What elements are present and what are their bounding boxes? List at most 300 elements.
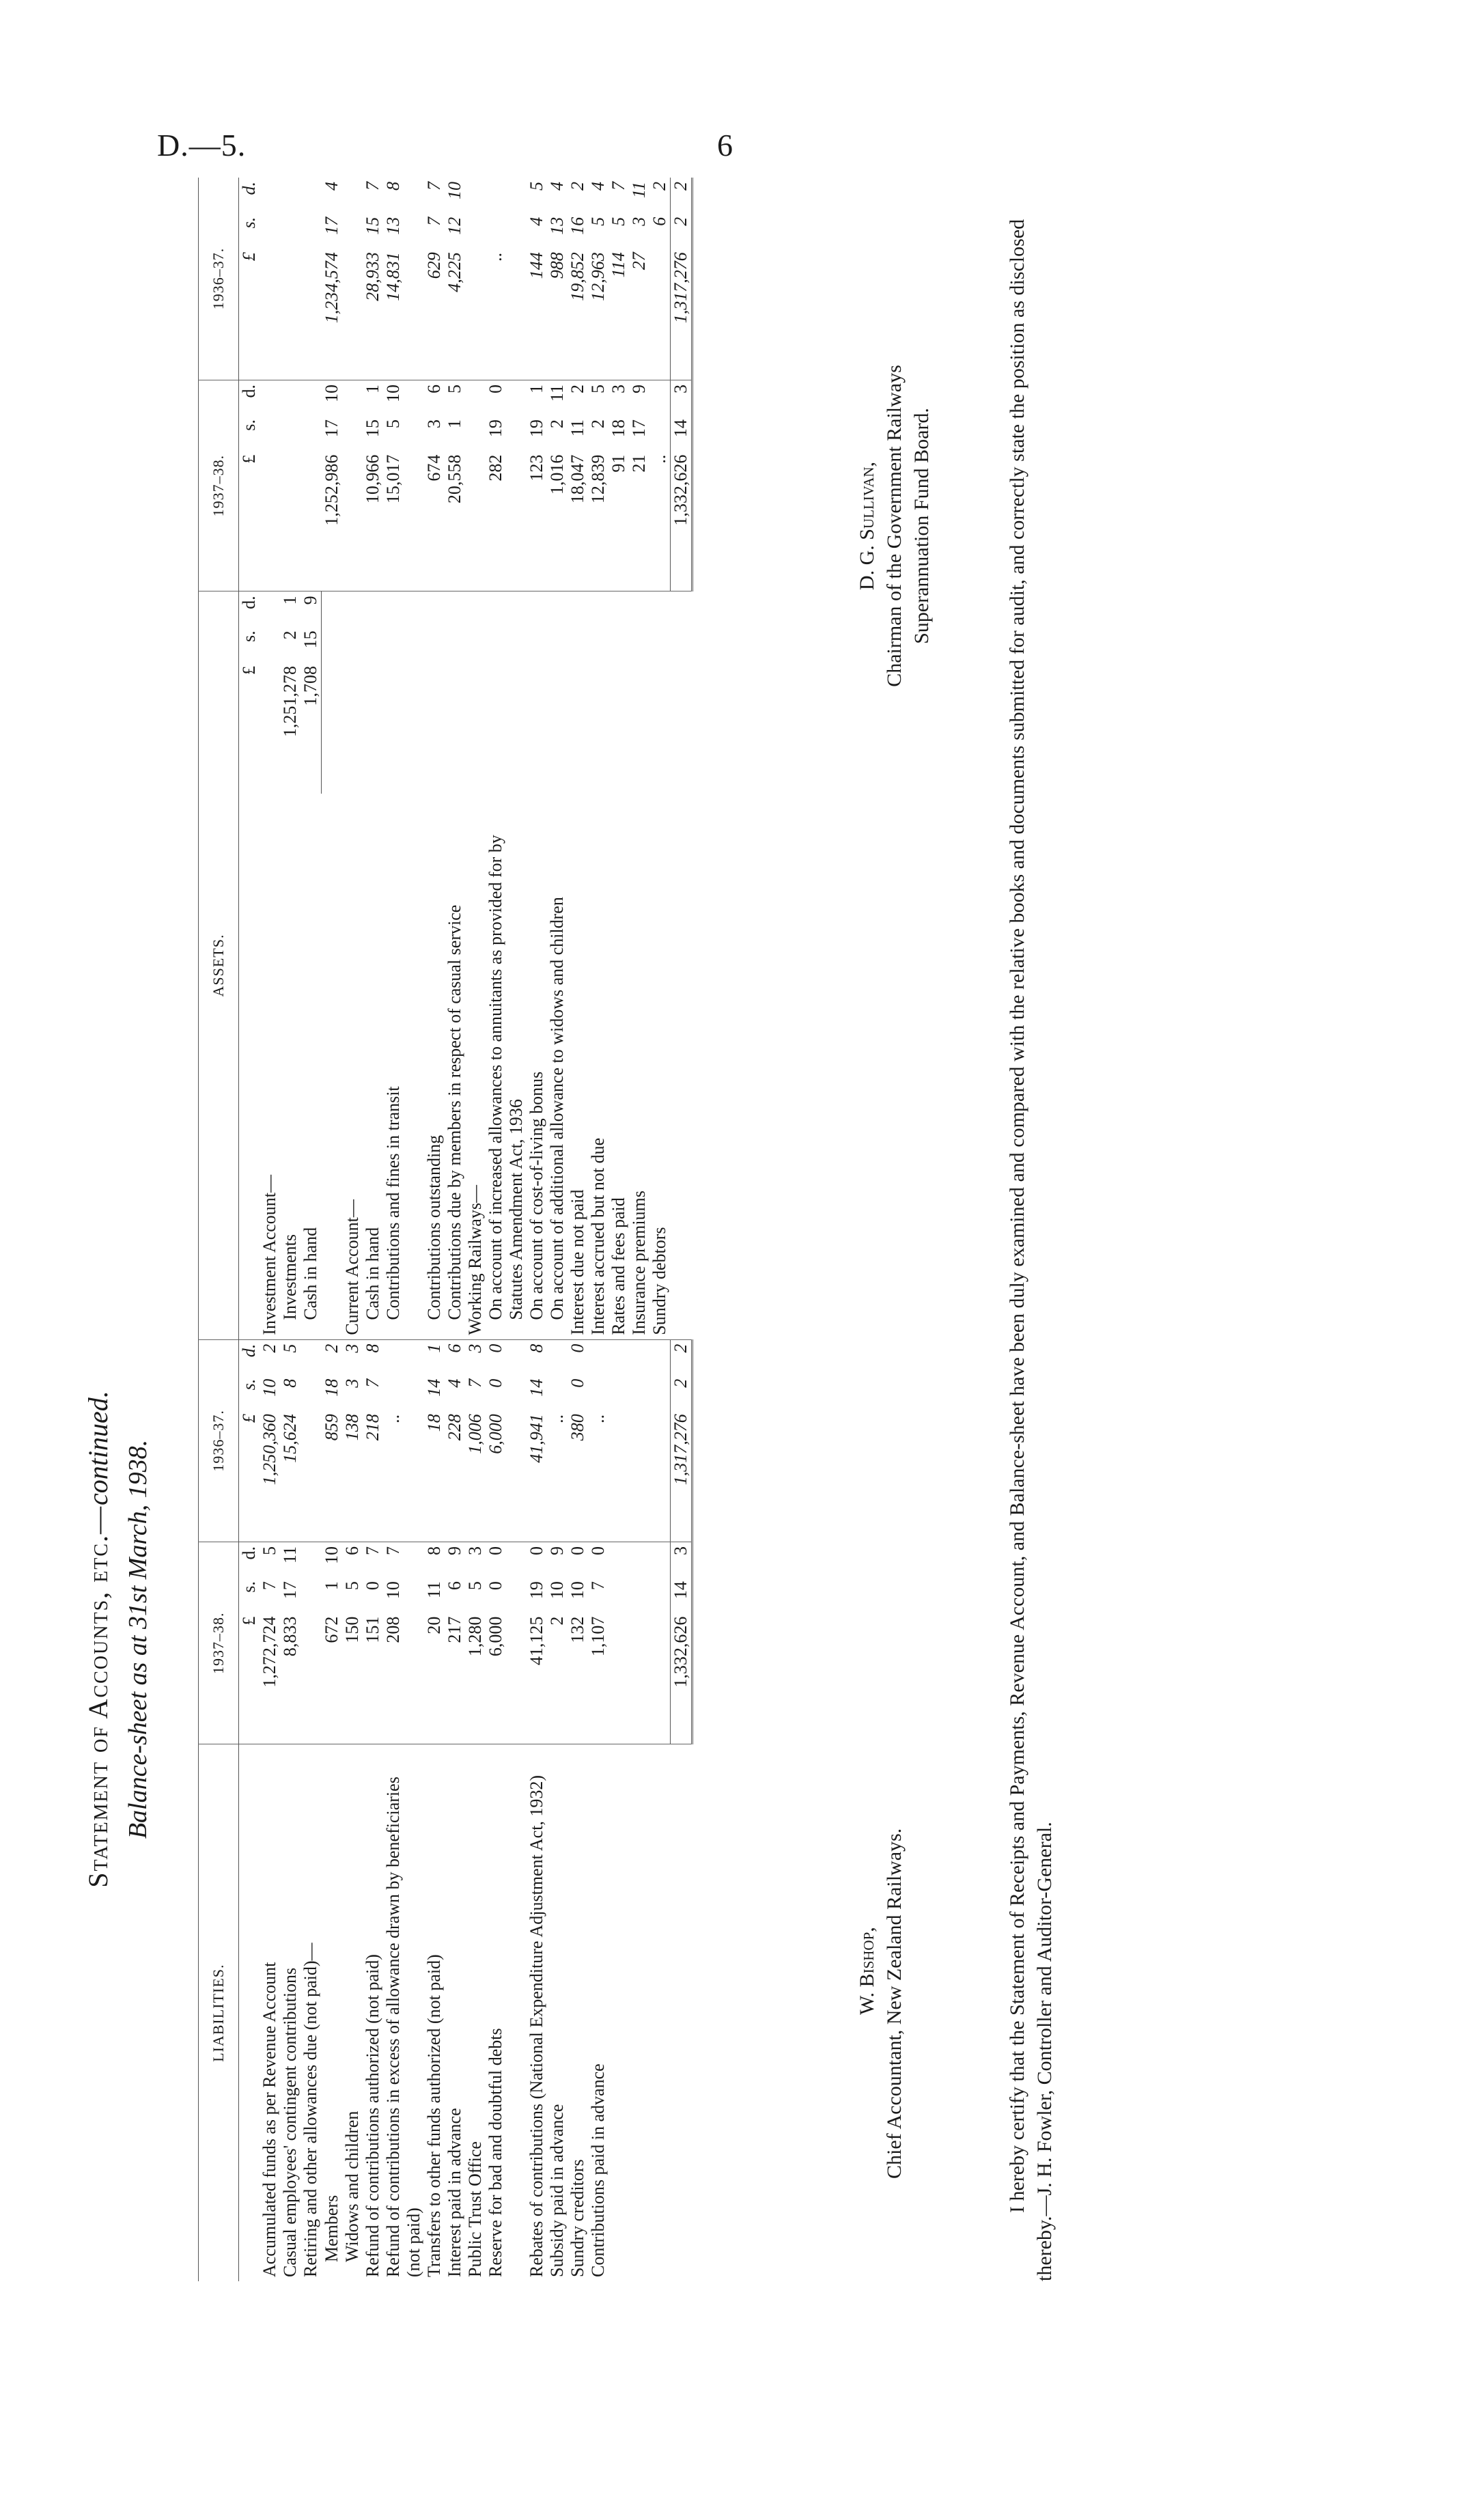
liability-1937-pounds: 218 bbox=[362, 1414, 382, 1441]
asset-1937-pence: 7 bbox=[608, 182, 628, 191]
liability-empty bbox=[649, 1542, 671, 1578]
liability-1938-pence: 0 bbox=[568, 1542, 588, 1578]
liability-1938-pence: 3 bbox=[465, 1542, 486, 1578]
asset-investment-pence bbox=[486, 591, 527, 627]
table-row bbox=[649, 178, 671, 2281]
liability-1938-shillings: 1 bbox=[321, 1581, 341, 1591]
asset-1938-pounds: 1,252,986 bbox=[321, 454, 341, 526]
liability-empty bbox=[629, 1410, 649, 1542]
asset-1937-pence: 4 bbox=[546, 182, 567, 191]
asset-1937-pounds bbox=[260, 248, 280, 380]
liability-1937-pounds: 15,624 bbox=[280, 1414, 300, 1463]
liability-1937-pounds: 18 bbox=[423, 1414, 444, 1432]
audit-certificate-text: I hereby certify that the Statement of Receipts and Payments, Revenue Account, and Balance-sheet have been duly examined and compared with the relative books and documents submitted for audit, and correctly state the position as disclosed thereby.—J. H. Fowler, Controller and Auditor-General. bbox=[1006, 219, 1056, 2281]
liability-1937-pounds: 41,941 bbox=[526, 1414, 546, 1463]
asset-1938-pence bbox=[300, 380, 322, 416]
liability-1938-pence: 9 bbox=[445, 1542, 465, 1578]
liability-empty bbox=[629, 1613, 649, 1744]
liability-1937-pence bbox=[547, 1339, 568, 1375]
liability-1937-shillings: 10 bbox=[260, 1378, 279, 1397]
asset-investment-pence bbox=[568, 591, 588, 627]
table-row bbox=[527, 178, 547, 2281]
asset-investment-pounds bbox=[342, 662, 363, 794]
liability-label bbox=[608, 1744, 629, 2281]
asset-investment-shillings bbox=[649, 626, 671, 662]
balance-sheet bbox=[198, 178, 693, 2281]
liability-label: Subsidy paid in advance bbox=[547, 1744, 568, 2281]
asset-1938-pounds: 1,016 bbox=[546, 454, 567, 495]
asset-label: Contributions outstanding bbox=[423, 1134, 444, 1320]
unit-pence: d. bbox=[239, 380, 260, 416]
asset-total-empty bbox=[670, 591, 692, 627]
asset-investment-shillings bbox=[547, 626, 568, 662]
asset-label: On account of increased allowances to annuitants as provided for by Statutes Amendment Act, 1936 bbox=[485, 835, 526, 1320]
asset-1937-pounds: .. bbox=[485, 252, 505, 262]
assets-heading: ASSETS. bbox=[199, 591, 239, 1339]
rotated-document bbox=[82, 164, 1120, 2281]
asset-1938-shillings: 2 bbox=[587, 419, 608, 429]
asset-investment-pence bbox=[629, 591, 649, 627]
asset-investment-pounds: 1,708 bbox=[300, 662, 322, 794]
asset-1938-pounds: .. bbox=[649, 454, 669, 464]
asset-1938-pence: 0 bbox=[486, 380, 527, 416]
table-row bbox=[486, 178, 527, 2281]
asset-label: On account of additional allowance to widows and children bbox=[546, 897, 567, 1320]
asset-investment-pounds bbox=[465, 662, 486, 794]
asset-investment-shillings bbox=[322, 626, 342, 662]
asset-1938-pounds bbox=[342, 451, 363, 591]
unit-pounds: £ bbox=[239, 665, 259, 675]
asset-investment-shillings bbox=[527, 626, 547, 662]
signatory-title-left: Chief Accountant, New Zealand Railways. bbox=[883, 1828, 906, 2179]
liability-1937-pence: 3 bbox=[465, 1339, 486, 1375]
liability-1937-pounds: .. bbox=[546, 1414, 567, 1423]
asset-total-1938-shillings: 14 bbox=[670, 415, 692, 451]
unit-pence: d. bbox=[239, 1542, 260, 1578]
table-row bbox=[383, 178, 424, 2281]
totals-row bbox=[670, 178, 692, 2281]
asset-1938-shillings: 18 bbox=[608, 419, 628, 438]
asset-1938-pence: 2 bbox=[568, 380, 588, 416]
asset-investment-pounds bbox=[547, 662, 568, 794]
liability-1938-pence: 6 bbox=[342, 1542, 363, 1578]
unit-pounds: £ bbox=[239, 454, 259, 464]
asset-label: Contributions due by members in respect of casual service bbox=[444, 904, 464, 1320]
asset-1938-pounds bbox=[280, 451, 300, 591]
asset-1937-pence: 8 bbox=[382, 182, 403, 191]
table-row bbox=[465, 178, 486, 2281]
liability-total-1938-pence: 3 bbox=[670, 1542, 692, 1578]
asset-1937-pounds: 629 bbox=[423, 252, 444, 279]
asset-total-1938-pounds: 1,332,626 bbox=[670, 451, 692, 591]
asset-investment-shillings bbox=[608, 626, 629, 662]
asset-1937-shillings: 7 bbox=[423, 217, 444, 226]
asset-1937-pounds bbox=[342, 248, 363, 380]
liability-1937-shillings: 7 bbox=[464, 1378, 485, 1388]
asset-1938-pence bbox=[342, 380, 363, 416]
liability-1937-pence: 3 bbox=[342, 1339, 363, 1375]
liability-1938-pounds: 132 bbox=[567, 1616, 587, 1643]
liability-1937-pence bbox=[588, 1339, 608, 1375]
liability-1938-shillings: 17 bbox=[280, 1581, 300, 1600]
asset-investment-pence bbox=[465, 591, 486, 627]
liability-1938-shillings: 10 bbox=[567, 1581, 587, 1600]
liability-1938-pence bbox=[300, 1542, 322, 1578]
asset-1938-pence: 1 bbox=[527, 380, 547, 416]
asset-1937-shillings: 16 bbox=[567, 217, 587, 235]
asset-1937-shillings bbox=[280, 213, 300, 249]
asset-1937-pence: 2 bbox=[567, 182, 587, 191]
asset-1937-pence: 4 bbox=[321, 182, 341, 191]
liability-1938-shillings: 5 bbox=[464, 1581, 485, 1591]
unit-pence: d. bbox=[239, 1339, 260, 1375]
statement-title bbox=[82, 997, 114, 2281]
asset-label: Contributions and fines in transit bbox=[382, 1086, 403, 1320]
asset-investment-pence bbox=[424, 591, 445, 627]
asset-1938-shillings: 3 bbox=[423, 419, 444, 429]
liability-label bbox=[629, 1744, 649, 2281]
asset-1937-shillings: 17 bbox=[321, 217, 341, 235]
liability-1938-pence: 5 bbox=[260, 1542, 280, 1578]
unit-shillings: s. bbox=[239, 217, 259, 229]
asset-label: On account of cost-of-living bonus bbox=[526, 1071, 546, 1320]
liability-label: Accumulated funds as per Revenue Account bbox=[260, 1744, 280, 2281]
liability-1937-shillings bbox=[383, 1375, 424, 1410]
asset-investment-pounds bbox=[608, 662, 629, 794]
asset-1938-pounds: 123 bbox=[526, 454, 546, 482]
signature-left bbox=[854, 1828, 908, 2179]
asset-1938-shillings bbox=[465, 415, 486, 451]
liability-empty bbox=[629, 1577, 649, 1613]
asset-1938-pounds: 282 bbox=[485, 454, 505, 482]
liability-empty bbox=[649, 1613, 671, 1744]
asset-1938-pence: 5 bbox=[445, 380, 465, 416]
liability-1938-pounds: 20 bbox=[423, 1616, 444, 1634]
assets-label-cell bbox=[239, 794, 260, 1339]
liability-1937-shillings: 3 bbox=[341, 1378, 362, 1388]
asset-investment-shillings bbox=[383, 626, 424, 662]
liability-label: Sundry creditors bbox=[568, 1744, 588, 2281]
balance-sheet-table bbox=[198, 178, 693, 2281]
liability-empty bbox=[608, 1542, 629, 1578]
asset-1937-pence: 4 bbox=[587, 182, 608, 191]
liability-1937-shillings: 8 bbox=[280, 1378, 300, 1388]
liability-total-1937-pence: 2 bbox=[670, 1339, 692, 1375]
asset-total-1938-pence: 3 bbox=[670, 380, 692, 416]
liability-empty bbox=[629, 1542, 649, 1578]
liability-1937-pence: 6 bbox=[445, 1339, 465, 1375]
asset-1937-shillings bbox=[465, 213, 486, 249]
liability-empty bbox=[649, 1375, 671, 1410]
asset-1937-shillings: 15 bbox=[362, 217, 382, 235]
table-row bbox=[363, 178, 383, 2281]
asset-label: Investments bbox=[280, 1234, 300, 1320]
asset-1938-shillings: 1 bbox=[444, 419, 464, 429]
liability-empty bbox=[649, 1577, 671, 1613]
liability-1937-pounds: 859 bbox=[321, 1414, 341, 1441]
unit-shillings: s. bbox=[239, 1581, 259, 1593]
asset-investment-pence: 1 bbox=[280, 591, 300, 627]
liability-label: Reserve for bad and doubtful debts bbox=[486, 1744, 527, 2281]
liability-label: Contributions paid in advance bbox=[588, 1744, 608, 2281]
asset-total-empty bbox=[670, 626, 692, 662]
asset-1937-shillings bbox=[486, 213, 527, 249]
asset-investment-pence bbox=[322, 591, 342, 627]
asset-total-1937-shillings: 2 bbox=[670, 213, 692, 249]
liability-1937-shillings bbox=[588, 1375, 608, 1410]
asset-1937-pence: 5 bbox=[526, 182, 546, 191]
asset-1938-pence bbox=[260, 380, 280, 416]
liability-1937-pounds: 138 bbox=[341, 1414, 362, 1441]
signature-right bbox=[854, 260, 936, 792]
liability-label: Casual employees' contingent contributions bbox=[280, 1744, 300, 2281]
asset-1937-shillings: 4 bbox=[526, 217, 546, 226]
asset-1937-pounds: 19,852 bbox=[567, 252, 587, 301]
liabilities-col-1938: 1937–38. bbox=[199, 1542, 239, 1744]
asset-1937-pounds bbox=[465, 248, 486, 380]
asset-1938-pounds: 18,047 bbox=[567, 454, 587, 504]
liability-1938-pounds: 217 bbox=[444, 1616, 464, 1643]
asset-investment-shillings bbox=[260, 626, 280, 662]
asset-1937-pounds: 988 bbox=[546, 252, 567, 279]
asset-investment-shillings bbox=[424, 626, 445, 662]
asset-label: Cash in hand bbox=[362, 1227, 382, 1320]
asset-investment-pounds bbox=[629, 662, 649, 794]
liabilities-label-cell bbox=[239, 1744, 260, 2281]
asset-1937-pence: 11 bbox=[628, 182, 649, 199]
asset-1938-shillings: 19 bbox=[485, 419, 505, 438]
table-row bbox=[629, 178, 649, 2281]
asset-1938-pounds: 91 bbox=[608, 454, 628, 473]
asset-1938-shillings: 19 bbox=[526, 419, 546, 438]
table-row bbox=[568, 178, 588, 2281]
asset-1937-pence: 2 bbox=[649, 182, 669, 191]
liability-1937-pence: 1 bbox=[424, 1339, 445, 1375]
asset-1938-pence: 11 bbox=[547, 380, 568, 416]
liability-label: Transfers to other funds authorized (not paid) bbox=[424, 1744, 445, 2281]
asset-label: Investment Account— bbox=[260, 1174, 279, 1335]
liability-1937-pounds: 380 bbox=[567, 1414, 587, 1441]
asset-1937-pence bbox=[260, 178, 280, 213]
unit-shillings: s. bbox=[239, 1378, 259, 1391]
asset-investment-pounds bbox=[486, 662, 527, 794]
asset-1938-pence: 10 bbox=[383, 380, 424, 416]
liabilities-col-1937: 1936–37. bbox=[199, 1339, 239, 1542]
asset-1938-pence: 10 bbox=[322, 380, 342, 416]
liability-1938-pounds: 41,125 bbox=[526, 1616, 546, 1666]
liability-total-1937-pounds: 1,317,276 bbox=[670, 1410, 692, 1542]
asset-label: Insurance premiums bbox=[628, 1190, 649, 1335]
asset-investment-pence bbox=[608, 591, 629, 627]
asset-1938-pounds: 10,966 bbox=[362, 454, 382, 504]
asset-1937-shillings: 13 bbox=[382, 217, 403, 235]
liability-1938-pence: 10 bbox=[322, 1542, 342, 1578]
asset-investment-pounds bbox=[445, 662, 465, 794]
asset-investment-pounds bbox=[568, 662, 588, 794]
asset-1937-pounds: 4,225 bbox=[444, 252, 464, 292]
liability-label: Widows and children bbox=[342, 1744, 363, 2281]
asset-1938-pounds: 12,839 bbox=[587, 454, 608, 504]
asset-total-label bbox=[670, 794, 692, 1339]
asset-investment-pence bbox=[363, 591, 383, 627]
asset-1937-shillings bbox=[260, 213, 280, 249]
liability-1938-pounds: 151 bbox=[362, 1616, 382, 1643]
asset-1937-pounds: 14,831 bbox=[382, 252, 403, 301]
asset-1938-pence bbox=[649, 380, 671, 416]
asset-investment-pence bbox=[547, 591, 568, 627]
asset-total-empty bbox=[670, 662, 692, 794]
liability-label: Public Trust Office bbox=[465, 1744, 486, 2281]
asset-1937-pence: 7 bbox=[362, 182, 382, 191]
asset-1937-pounds bbox=[649, 248, 671, 380]
liabilities-heading: LIABILITIES. bbox=[199, 1744, 239, 2281]
liability-1937-pence: 5 bbox=[280, 1339, 300, 1375]
table-row bbox=[260, 178, 280, 2281]
asset-1937-shillings bbox=[300, 213, 322, 249]
assets-col-1937: 1936–37. bbox=[199, 178, 239, 380]
asset-1937-pounds: 27 bbox=[628, 252, 649, 270]
liability-label: Retiring and other allowances due (not paid)— bbox=[300, 1744, 322, 2281]
asset-1938-pounds: 674 bbox=[423, 454, 444, 482]
liability-1937-pounds: 1,250,360 bbox=[260, 1414, 279, 1486]
unit-shillings: s. bbox=[239, 630, 259, 643]
liability-1937-shillings: 14 bbox=[423, 1378, 444, 1397]
asset-1937-shillings bbox=[342, 213, 363, 249]
asset-1937-shillings: 3 bbox=[628, 217, 649, 226]
unit-pounds: £ bbox=[239, 252, 259, 262]
signatory-name-right: D. G. Sullivan, bbox=[856, 461, 878, 591]
liability-1937-shillings: 7 bbox=[362, 1378, 382, 1388]
liability-empty bbox=[608, 1577, 629, 1613]
table-row bbox=[547, 178, 568, 2281]
table-row bbox=[300, 178, 322, 2281]
asset-investment-shillings bbox=[568, 626, 588, 662]
liability-empty bbox=[608, 1410, 629, 1542]
asset-1937-pence bbox=[280, 178, 300, 213]
asset-1937-pence: 10 bbox=[444, 182, 464, 199]
table-row bbox=[424, 178, 445, 2281]
asset-label: Interest accrued but not due bbox=[587, 1137, 608, 1335]
liability-1937-pounds bbox=[300, 1410, 322, 1542]
asset-1938-shillings: 17 bbox=[321, 419, 341, 438]
asset-1938-pounds bbox=[260, 451, 280, 591]
asset-1938-pence: 3 bbox=[608, 380, 629, 416]
liability-1937-shillings: 0 bbox=[567, 1378, 587, 1388]
statement-title-main: Statement of Accounts, etc.— bbox=[83, 1505, 113, 1888]
audit-certificate bbox=[1004, 178, 1059, 2281]
asset-investment-shillings bbox=[588, 626, 608, 662]
liability-1938-pence: 0 bbox=[527, 1542, 547, 1578]
liability-empty bbox=[608, 1339, 629, 1375]
liability-1938-shillings: 0 bbox=[485, 1581, 505, 1591]
liability-1938-shillings: 10 bbox=[546, 1581, 567, 1600]
asset-1938-pence: 5 bbox=[588, 380, 608, 416]
asset-1937-pence bbox=[465, 178, 486, 213]
liability-1938-shillings: 0 bbox=[362, 1581, 382, 1591]
liability-1938-pounds: 208 bbox=[382, 1616, 403, 1643]
asset-label bbox=[322, 794, 342, 1339]
liability-1938-pence: 0 bbox=[486, 1542, 527, 1578]
liability-1938-shillings: 6 bbox=[444, 1581, 464, 1591]
liability-label bbox=[649, 1744, 671, 2281]
statement-title-continued: continued. bbox=[83, 1391, 113, 1505]
liability-1938-pence: 8 bbox=[424, 1542, 445, 1578]
liability-1938-shillings: 7 bbox=[260, 1581, 279, 1591]
liability-total-1937-shillings: 2 bbox=[670, 1375, 692, 1410]
liability-label: Refund of contributions authorized (not paid) bbox=[363, 1744, 383, 2281]
liability-total-1938-shillings: 14 bbox=[670, 1577, 692, 1613]
asset-investment-pence bbox=[588, 591, 608, 627]
asset-total-1937-pence: 2 bbox=[670, 178, 692, 213]
liability-1938-pence: 9 bbox=[547, 1542, 568, 1578]
asset-1938-pence bbox=[280, 380, 300, 416]
asset-label: Sundry debtors bbox=[649, 1227, 669, 1335]
balance-sheet-subtitle: Balance-sheet as at 31st March, 1938. bbox=[124, 1439, 152, 1839]
asset-investment-pounds bbox=[383, 662, 424, 794]
asset-1937-pounds: 28,933 bbox=[362, 252, 382, 301]
liability-1937-pounds: 6,000 bbox=[485, 1414, 505, 1454]
asset-1937-pounds bbox=[280, 248, 300, 380]
asset-investment-pounds bbox=[588, 662, 608, 794]
table-row bbox=[588, 178, 608, 2281]
asset-1938-pence: 9 bbox=[629, 380, 649, 416]
asset-investment-pounds bbox=[649, 662, 671, 794]
liability-label: Rebates of contributions (National Expenditure Adjustment Act, 1932) bbox=[527, 1744, 547, 2281]
asset-investment-pence bbox=[445, 591, 465, 627]
liability-1938-pence: 0 bbox=[588, 1542, 608, 1578]
asset-1938-shillings: 2 bbox=[546, 419, 567, 429]
asset-investment-pence bbox=[260, 591, 280, 627]
liability-1937-pence: 8 bbox=[527, 1339, 547, 1375]
asset-investment-pounds bbox=[322, 662, 342, 794]
asset-1937-shillings: 5 bbox=[608, 217, 628, 226]
liability-1937-pence: 0 bbox=[568, 1339, 588, 1375]
asset-investment-shillings bbox=[486, 626, 527, 662]
liability-1937-pounds: 1,006 bbox=[464, 1414, 485, 1454]
asset-1937-pence bbox=[486, 178, 527, 213]
asset-label: Current Account— bbox=[341, 1199, 362, 1335]
units-row bbox=[239, 178, 260, 2281]
asset-1938-shillings bbox=[300, 415, 322, 451]
asset-1938-pence: 1 bbox=[363, 380, 383, 416]
liability-empty bbox=[629, 1375, 649, 1410]
asset-investment-shillings bbox=[363, 626, 383, 662]
table-row bbox=[445, 178, 465, 2281]
liability-1938-pounds: 672 bbox=[321, 1616, 341, 1643]
liability-1937-pence bbox=[383, 1339, 424, 1375]
asset-1937-pence bbox=[342, 178, 363, 213]
liability-1938-shillings bbox=[300, 1577, 322, 1613]
liability-1938-pounds: 150 bbox=[341, 1616, 362, 1643]
asset-1938-pounds bbox=[300, 451, 322, 591]
liability-1938-pence: 7 bbox=[363, 1542, 383, 1578]
balance-sheet-body bbox=[239, 178, 692, 2281]
page-identifier: D.—5. bbox=[157, 128, 247, 163]
liability-total-label bbox=[670, 1744, 692, 2281]
liability-empty bbox=[649, 1339, 671, 1375]
asset-investment-pounds bbox=[363, 662, 383, 794]
assets-col-1938: 1937–38. bbox=[199, 380, 239, 591]
table-row bbox=[342, 178, 363, 2281]
asset-1938-pounds: 15,017 bbox=[382, 454, 403, 504]
liability-label: Members bbox=[322, 1744, 342, 2281]
liability-1938-shillings: 11 bbox=[423, 1581, 444, 1599]
liability-1937-pounds: .. bbox=[587, 1414, 608, 1423]
liability-1937-shillings: 4 bbox=[444, 1378, 464, 1388]
asset-investment-shillings bbox=[465, 626, 486, 662]
asset-1938-shillings bbox=[649, 415, 671, 451]
asset-1937-pounds: 12,963 bbox=[587, 252, 608, 301]
